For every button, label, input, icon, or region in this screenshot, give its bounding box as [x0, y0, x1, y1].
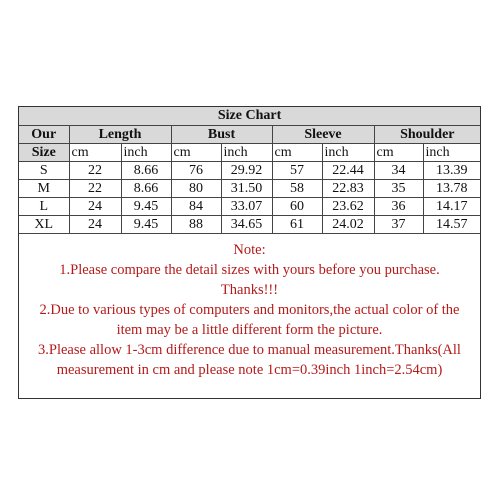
table-cell: 14.17	[423, 198, 480, 216]
note-line: Thanks!!!	[220, 282, 279, 298]
table-row	[19, 216, 480, 234]
notes-section	[19, 234, 480, 380]
table-cell: 84	[171, 198, 221, 216]
note-line: item may be a little different form the picture.	[116, 322, 383, 338]
table-row	[19, 180, 480, 198]
table-cell: 24.02	[322, 216, 374, 234]
table-cell: 22.44	[322, 162, 374, 180]
header-sleeve: Sleeve	[272, 126, 374, 144]
chart-title: Size Chart	[19, 107, 480, 126]
note-line: 1.Please compare the detail sizes with yours before you purchase.	[59, 262, 440, 278]
table-cell: 14.57	[423, 216, 480, 234]
header-shoulder: Shoulder	[374, 126, 480, 144]
table-cell: 88	[171, 216, 221, 234]
size-label: XL	[19, 216, 69, 234]
unit-inch: inch	[121, 144, 171, 162]
table-cell: 24	[69, 216, 121, 234]
table-cell: 9.45	[121, 216, 171, 234]
unit-inch: inch	[423, 144, 480, 162]
table-cell: 60	[272, 198, 322, 216]
header-bust: Bust	[171, 126, 272, 144]
size-label: S	[19, 162, 69, 180]
notes-heading: Note:	[233, 242, 266, 258]
size-label: M	[19, 180, 69, 198]
table-cell: 22.83	[322, 180, 374, 198]
unit-inch: inch	[221, 144, 272, 162]
table-cell: 36	[374, 198, 423, 216]
table-cell: 23.62	[322, 198, 374, 216]
table-cell: 61	[272, 216, 322, 234]
table-cell: 22	[69, 162, 121, 180]
table-cell: 76	[171, 162, 221, 180]
size-label: L	[19, 198, 69, 216]
table-cell: 9.45	[121, 198, 171, 216]
header-size: Size	[19, 144, 69, 162]
table-cell: 8.66	[121, 180, 171, 198]
table-cell: 33.07	[221, 198, 272, 216]
table-cell: 37	[374, 216, 423, 234]
unit-cm: cm	[374, 144, 423, 162]
table-cell: 29.92	[221, 162, 272, 180]
unit-cm: cm	[272, 144, 322, 162]
table-cell: 13.78	[423, 180, 480, 198]
table-row	[19, 198, 480, 216]
table-cell: 22	[69, 180, 121, 198]
table-cell: 31.50	[221, 180, 272, 198]
table-cell: 57	[272, 162, 322, 180]
unit-inch: inch	[322, 144, 374, 162]
table-cell: 34	[374, 162, 423, 180]
note-line: 2.Due to various types of computers and monitors,the actual color of the	[39, 302, 460, 318]
header-length: Length	[69, 126, 171, 144]
table-cell: 35	[374, 180, 423, 198]
table-cell: 80	[171, 180, 221, 198]
table-row	[19, 162, 480, 180]
table-cell: 58	[272, 180, 322, 198]
table-cell: 8.66	[121, 162, 171, 180]
table-cell: 34.65	[221, 216, 272, 234]
unit-cm: cm	[69, 144, 121, 162]
unit-cm: cm	[171, 144, 221, 162]
size-chart-table	[19, 107, 480, 234]
header-our: Our	[19, 126, 69, 144]
size-chart-panel	[18, 106, 481, 399]
note-line: measurement in cm and please note 1cm=0.39inch 1inch=2.54cm)	[56, 362, 443, 378]
table-cell: 13.39	[423, 162, 480, 180]
table-cell: 24	[69, 198, 121, 216]
note-line: 3.Please allow 1-3cm difference due to manual measurement.Thanks(All	[38, 342, 461, 358]
